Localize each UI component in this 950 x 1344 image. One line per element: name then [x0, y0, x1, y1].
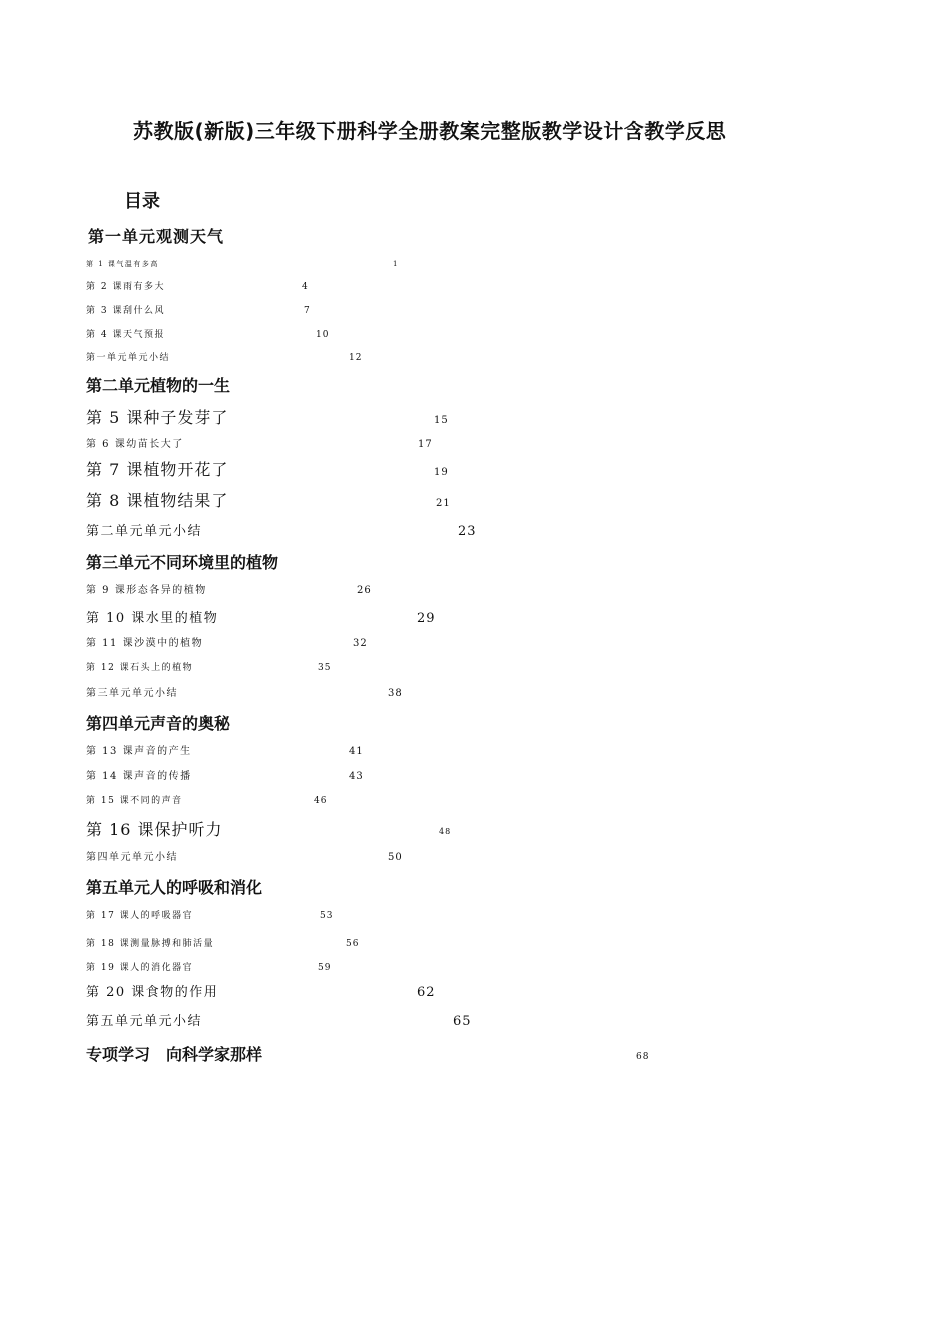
toc-entry-page: 1 — [393, 260, 399, 268]
toc-entry-label: 第 4 课天气预报 — [86, 330, 165, 340]
toc-entry-label: 第 1 课气温有多高 — [86, 260, 159, 268]
document-title: 苏教版(新版)三年级下册科学全册教案完整版教学设计含教学反思 — [133, 119, 727, 143]
toc-entry-label: 第 11 课沙漠中的植物 — [86, 638, 204, 649]
unit-heading: 第二单元植物的一生 — [86, 376, 231, 395]
toc-entry-page: 19 — [434, 467, 449, 478]
toc-entry-page: 12 — [349, 353, 363, 363]
toc-entry-page: 23 — [458, 524, 477, 539]
toc-entry-label: 第五单元单元小结 — [86, 1014, 203, 1029]
toc-entry-label: 第 3 课刮什么风 — [86, 306, 165, 316]
toc-entry-page: 46 — [314, 796, 328, 806]
toc-entry-page: 17 — [418, 439, 433, 450]
toc-entry-page: 48 — [439, 827, 452, 836]
toc-entry-label: 第 14 课声音的传播 — [86, 771, 192, 782]
toc-entry-label: 第 19 课人的消化器官 — [86, 963, 194, 973]
toc-entry-label: 第三单元单元小结 — [86, 688, 178, 699]
toc-entry-page: 65 — [453, 1014, 472, 1029]
toc-entry-page: 32 — [353, 638, 368, 649]
toc-entry-page: 38 — [388, 688, 403, 699]
toc-label: 目录 — [124, 191, 160, 212]
toc-entry-page: 4 — [302, 282, 309, 292]
toc-entry-label: 第 6 课幼苗长大了 — [86, 439, 184, 450]
toc-entry-page: 10 — [316, 330, 330, 340]
toc-entry-label: 第 10 课水里的植物 — [86, 611, 219, 626]
toc-entry-page: 59 — [318, 963, 332, 973]
toc-entry-page: 7 — [304, 306, 311, 316]
toc-entry-label: 第 16 课保护听力 — [86, 820, 223, 839]
toc-entry-label: 第 17 课人的呼吸器官 — [86, 911, 194, 921]
toc-entry-label: 第 18 课测量脉搏和肺活量 — [86, 939, 215, 949]
toc-entry-label: 第 13 课声音的产生 — [86, 746, 192, 757]
toc-entry-page: 53 — [320, 911, 334, 921]
toc-entry-label: 第 7 课植物开花了 — [86, 460, 229, 479]
toc-entry-label: 第 9 课形态各异的植物 — [86, 585, 207, 596]
unit-heading: 第一单元观测天气 — [88, 227, 225, 246]
toc-entry-label: 第一单元单元小结 — [86, 353, 171, 363]
toc-entry-label: 第 20 课食物的作用 — [86, 985, 219, 1000]
toc-entry-label: 第 8 课植物结果了 — [86, 491, 229, 510]
toc-entry-page: 41 — [349, 746, 364, 757]
unit-heading: 第三单元不同环境里的植物 — [86, 553, 279, 572]
toc-entry-page: 50 — [388, 852, 403, 863]
toc-entry-page: 26 — [357, 585, 372, 596]
special-heading: 专项学习 向科学家那样 — [86, 1045, 263, 1064]
toc-entry-label: 第 12 课石头上的植物 — [86, 663, 194, 673]
toc-entry-page: 43 — [349, 771, 364, 782]
toc-entry-label: 第二单元单元小结 — [86, 524, 203, 539]
toc-entry-label: 第 15 课不同的声音 — [86, 796, 183, 806]
toc-entry-label: 第四单元单元小结 — [86, 852, 178, 863]
toc-entry-page: 29 — [417, 611, 436, 626]
toc-entry-page: 62 — [417, 985, 436, 1000]
toc-entry-page: 35 — [318, 663, 332, 673]
toc-entry-page: 21 — [436, 498, 451, 509]
toc-entry-label: 第 2 课雨有多大 — [86, 282, 165, 292]
unit-heading: 第五单元人的呼吸和消化 — [86, 878, 263, 897]
toc-entry-page: 68 — [636, 1052, 650, 1062]
toc-entry-page: 56 — [346, 939, 360, 949]
toc-entry-page: 15 — [434, 415, 449, 426]
toc-entry-label: 第 5 课种子发芽了 — [86, 408, 229, 427]
unit-heading: 第四单元声音的奥秘 — [86, 714, 231, 733]
